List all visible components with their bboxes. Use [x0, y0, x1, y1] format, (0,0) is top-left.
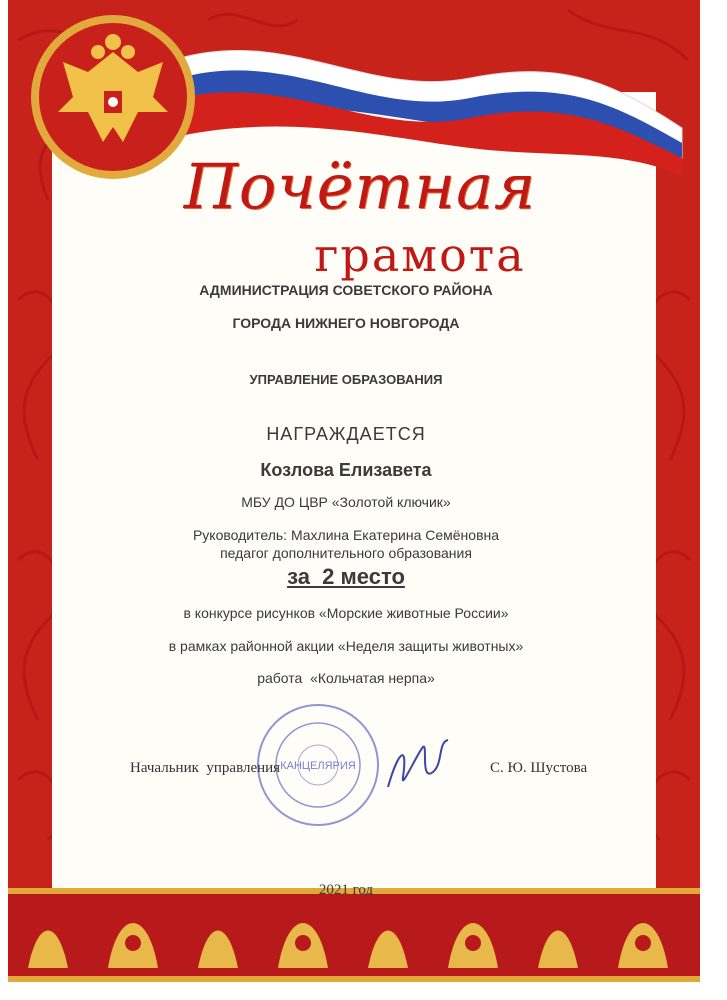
- certificate-title: грамота: [314, 228, 526, 282]
- gold-ornament-icon: [8, 888, 700, 982]
- year: 2021 год: [318, 882, 374, 898]
- supervisor: Руководитель: Махлина Екатерина Семёновна: [192, 527, 500, 543]
- department: УПРАВЛЕНИЕ ОБРАЗОВАНИЯ: [249, 372, 443, 387]
- signature-icon: [378, 732, 458, 802]
- contest: в конкурсе рисунков «Морские животные России»: [183, 605, 509, 621]
- signer-title: Начальник управления: [130, 760, 281, 776]
- event: в рамках районной акции «Неделя защиты животных»: [168, 638, 524, 654]
- signer-name: С. Ю. Шустова: [490, 760, 588, 776]
- work-title: работа «Кольчатая нерпа»: [257, 670, 435, 686]
- bottom-ornament-band: [8, 888, 700, 982]
- recipient-name: Козлова Елизавета: [260, 460, 432, 480]
- issuer-line-2: ГОРОДА НИЖНЕГО НОВГОРОДА: [232, 315, 460, 331]
- stamp-center-text: КАНЦЕЛЯРИЯ: [280, 760, 356, 772]
- award-place: за 2 место: [287, 564, 405, 589]
- supervisor-role: педагог дополнительного образования: [220, 545, 472, 561]
- awarded-label: НАГРАЖДАЕТСЯ: [266, 424, 426, 444]
- certificate-title-script: Почётная: [183, 150, 537, 223]
- institution: МБУ ДО ЦВР «Золотой ключик»: [241, 494, 451, 510]
- issuer-line-1: АДМИНИСТРАЦИЯ СОВЕТСКОГО РАЙОНА: [199, 282, 493, 298]
